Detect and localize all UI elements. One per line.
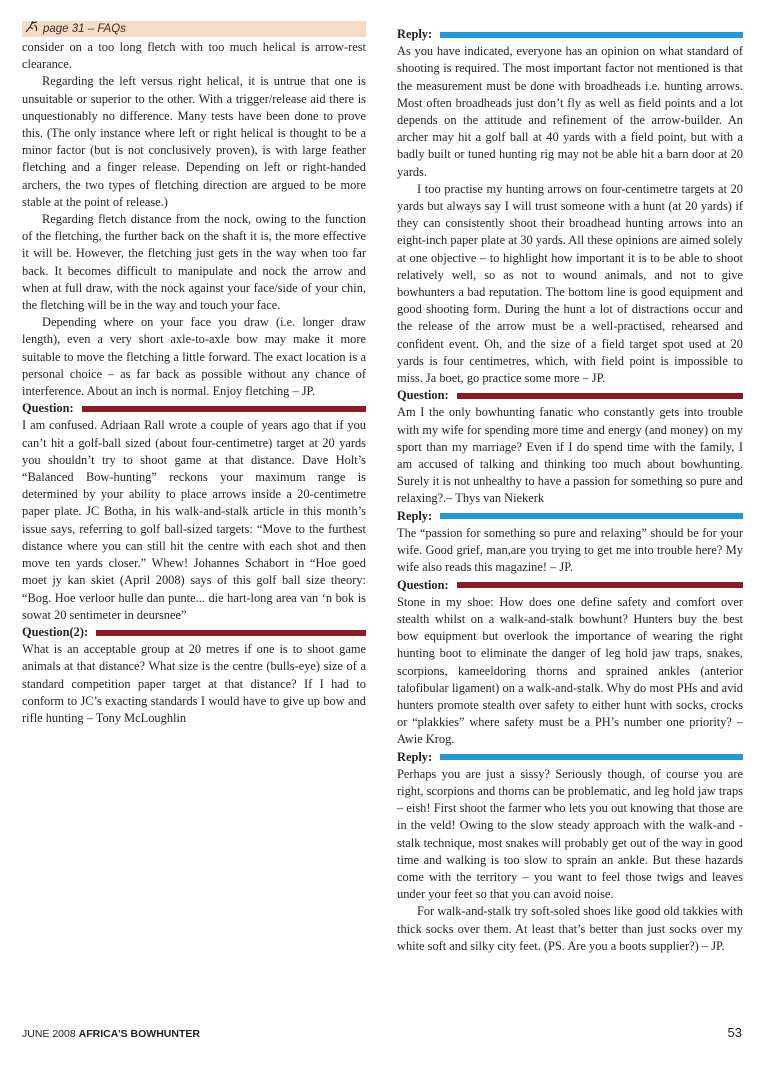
- reply-text: As you have indicated, everyone has an opinion on what standard of shooting is required. The most important factor not mentioned is that the measurement must be done with broadheads i.e. hunting arrows. Most often broadheads just don’t fly as well as field points and a lot depends on the attitude and refinement of the arrow-builder. An archer may hit a golf ball at 40 yards with a field point, but with a badly built or tuned hunting rig may not be able hit a barn door at 20 yards.: [397, 44, 743, 179]
- question-heading: [22, 400, 366, 417]
- reply-divider: [440, 32, 743, 38]
- footer-magazine: AFRICA’S BOWHUNTER: [78, 1028, 200, 1040]
- page-footer: [22, 1025, 742, 1043]
- question-divider: [82, 406, 366, 412]
- question-label: Question:: [22, 401, 74, 416]
- reply-label: Reply:: [397, 27, 433, 41]
- question-label: Question:: [397, 577, 449, 592]
- reply-text: The “passion for something so pure and relaxing” should be for your wife. Good grief, man,are you trying to get me into trouble here? My wife also reads this magazine! – JP.: [397, 525, 743, 575]
- question-divider: [457, 393, 743, 399]
- reply-heading: [397, 749, 743, 766]
- question-divider: [96, 630, 366, 636]
- question-label: Question:: [397, 388, 449, 403]
- question-divider: [457, 582, 743, 588]
- footer-date: JUNE 2008: [22, 1028, 76, 1040]
- page-reference-text: page 31 – FAQs: [43, 23, 126, 35]
- reply-label: Reply:: [397, 749, 433, 764]
- reply-divider: [440, 513, 743, 519]
- paragraph: consider on a too long fletch with too much helical is arrow-rest clearance.: [22, 40, 366, 72]
- question-text: Stone in my shoe: How does one define safety and comfort over stealth whilst on a walk-and-stalk bowhunt? Hunters buy the best bow equipment but overlook the importance of wearing the right hunting boot to eliminate the danger of leg hold jaw traps, snakes, scorpions, kameeldoring thorns and sprained ankles (anterior talofibular ligament) on a walk-and-stalk. Why do most PHs and avid hunters promote stealth over safety to either hunt with socks, crocks or “plakkies” where safety must be a PH’s number one priority? – Awie Krog.: [397, 594, 743, 747]
- archer-icon: [24, 21, 40, 33]
- reply-text: For walk-and-stalk try soft-soled shoes like good old takkies with thick socks over them. At least that’s better than just socks over my white soft and silky city feet. (PS. Are you a boots supplier?) – JP.: [397, 904, 743, 953]
- paragraph: Regarding fletch distance from the nock, owing to the function of the fletching, the further back on the shaft it is, the more effective it will be. However, the fletching just gets in the way when too far back. It becomes difficult to manipulate and nock the arrow and when at full draw, with the nock against your face/side of your chin, the fletching will be in the way and touch your face.: [22, 212, 366, 313]
- reply-heading: [397, 508, 743, 525]
- page-reference-header: [22, 21, 366, 37]
- question-heading: [397, 387, 743, 404]
- reply-divider: [440, 754, 743, 760]
- paragraph: Regarding the left versus right helical, it is untrue that one is unsuitable or superior to the other. With a trigger/release aid there is unquestionably no difference. Many tests have been done to prove this. (The only instance where left or right helical is thought to be a minor factor (but is not conclusively proven), is with large feather fletching and a finger release. Depending on left or right-handed archers, the two types of fletching direction are argued to be more stable at the point of release.): [22, 74, 366, 209]
- footer-issue: [22, 1028, 200, 1040]
- reply-heading: [397, 26, 743, 43]
- left-column: [22, 22, 366, 727]
- reply-text: I too practise my hunting arrows on four-centimetre targets at 20 yards but always say I will trust someone with a hunt (at 20 yards) if they can consistently shoot their broadhead hunting arrows into an eight-inch paper plate at 30 yards. All these opinions are aimed solely at one objective – to highlight how important it is to be able to shoot relatively well, so as not to wound animals, and not to give bowhunters a bad reputation. The bottom line is good equipment and good shooting form. During the hunt a lot of distractions occur and the release of the arrow must be a well-practised, rehearsed and confident event. Oh, and the size of a field target spot used at 20 yards is four centimetres, which, with field point is impossible to miss. Ja boet, go practice some more – JP.: [397, 181, 743, 386]
- question-text: What is an acceptable group at 20 metres if one is to shoot game animals at that distance? What size is the centre (bulls-eye) size of a standard competition paper target at that distance? If I had to conform to JC’s exacting standards I would have to give up bow and rifle hunting – Tony McLoughlin: [22, 642, 366, 725]
- page-number: 53: [727, 1025, 742, 1040]
- question-heading: [397, 577, 743, 594]
- reply-text: Perhaps you are just a sissy? Seriously though, of course you are right, scorpions and thorns can be problematic, and leg hold jaw traps – eish! First shoot the farmer who lets you out knowing that those are in the veld! Owing to the slow steady approach with the walk-and -stalk technique, most snakes will probably get out of the way in good time and walking is too slow to sprain an ankle. But these hazards come with the territory – you want to feel those twigs and leaves under your feet so that you can avoid noise.: [397, 766, 743, 902]
- question-text: Am I the only bowhunting fanatic who constantly gets into trouble with my wife for spending more time and energy (and money) on my sport than my marriage? Even if I do spend time with the family, I am accused of talking and thinking too much about bowhunting. Surely it is not unhealthy to have a passion for something so pure and relaxing?.– Thys van Niekerk: [397, 405, 743, 506]
- right-column: [397, 26, 743, 955]
- paragraph: Depending where on your face you draw (i.e. longer draw length), even a very short axle-to-axle bow may make it more suitable to move the fletching a little forward. The exact location is a personal choice – as far back as possible without any chance of interference. About an inch is normal. Enjoy fletching – JP.: [22, 315, 366, 399]
- question-heading: [22, 624, 366, 641]
- reply-label: Reply:: [397, 508, 433, 523]
- question-label: Question(2):: [22, 624, 89, 639]
- question-text: I am confused. Adriaan Rall wrote a couple of years ago that if you can’t hit a golf-ball sized (about four-centimetre) target at 20 yards you shouldn’t try to shoot game at that distance. Dave Holt’s “Balanced Bow-hunting” reckons your maximum range is determined by your ability to place arrows inside a 20-centimetre paper plate. JC Botha, in his walk-and-stalk article in this month’s issue says, referring to golf ball-sized targets: “Move to the furthest distance where you can still hit the centre with each shot and then move ten yards closer.” Whew! Johannes Schabort in “Hoe goed moet jy kan skiet (April 2008) says of this golf ball size theory: “Bog. Hoe verloor hulle dan punte... die hart-long area van ‘n bok is sowat 20 sentimeter in deursnee”: [22, 418, 366, 622]
